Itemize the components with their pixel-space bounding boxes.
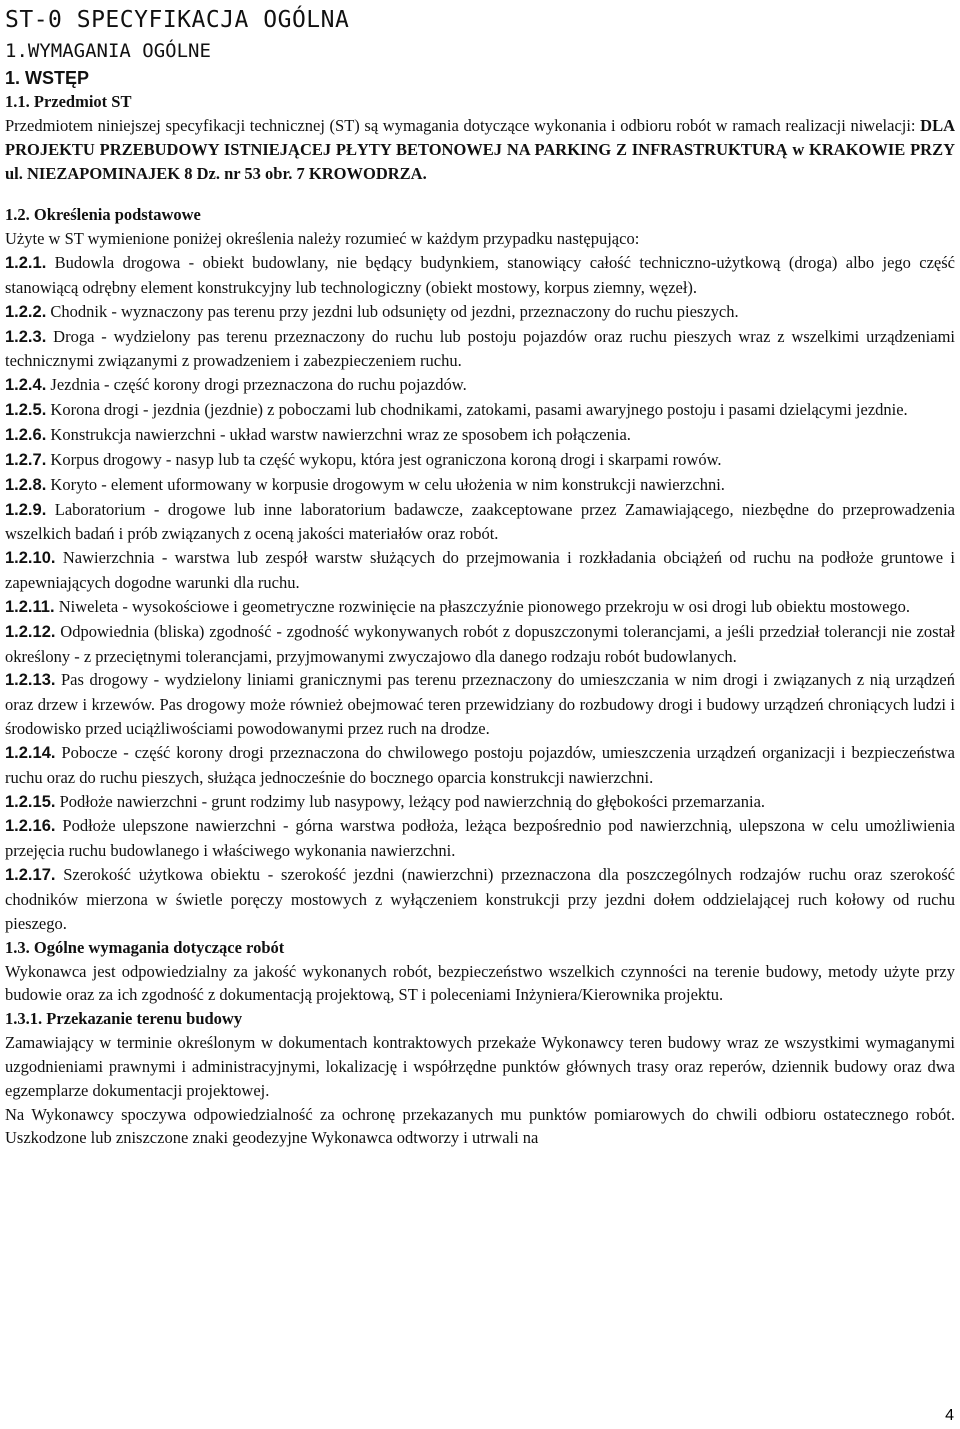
definition-number: 1.2.15.: [5, 792, 56, 811]
definition-number: 1.2.3.: [5, 327, 47, 346]
definition-number: 1.2.7.: [5, 450, 47, 469]
definition-text: Niweleta - wysokościowe i geometryczne rozwinięcie na płaszczyźnie pionowego przekroju w osi drogi lub obiektu mostowego.: [58, 596, 911, 616]
definition-text: Nawierzchnia - warstwa lub zespół warstw służących do przejmowania i rozkładania obciążeń od ruchu na podłoże gruntowe i zapewniających dogodne warunki dla ruchu.: [5, 548, 955, 593]
subsection-title: 1.3. Ogólne wymagania dotyczące robót: [5, 937, 285, 957]
definition-item: [5, 473, 955, 498]
definition-item: [5, 863, 955, 936]
definitions-list: [5, 251, 955, 936]
definition-item: [5, 398, 955, 423]
definition-number: 1.2.9.: [5, 500, 47, 519]
subject-paragraph: [5, 114, 955, 186]
definition-text: Laboratorium - drogowe lub inne laboratorium badawcze, zaakceptowane przez Zamawiającego, niezbędne do przeprowadzenia wszelkich badań i prób związanych z oceną jakości materiałów oraz robót.: [5, 499, 956, 544]
definition-text: Koryto - element uformowany w korpusie drogowym w celu ułożenia w nim konstrukcji nawierzchni.: [50, 474, 725, 494]
definition-number: 1.2.2.: [5, 302, 47, 321]
definition-text: Pas drogowy - wydzielony liniami granicznymi pas terenu przeznaczony do umieszczania w nim drogi i związanych z nią urządzeń oraz drzew i krzewów. Pas drogowy może również obejmować teren przewidziany do rozbudowy drogi i budowy urządzeń chroniących ludzi i środowisko przed uciążliwościami powodowanymi przez ruch na drodze.: [5, 670, 955, 739]
document-page: [5, 4, 955, 1150]
site-handover-paragraph-2: Na Wykonawcy spoczywa odpowiedzialność za ochronę przekazanych mu punktów pomiarowych do chwili odbioru ostatecznego robót. Uszkodzone lub zniszczone znaki geodezyjne Wykonawca odtworzy i utrwali na: [5, 1104, 955, 1148]
definition-text: Podłoże ulepszone nawierzchni - górna warstwa podłoża, leżąca bezpośrednio pod nawierzchnią, ulepszona w celu umożliwienia przejęcia ruchu budowlanego i właściwego wykonania nawierzchni.: [5, 816, 956, 861]
subsection-title: 1.3.1. Przekazanie terenu budowy: [5, 1009, 243, 1029]
definition-text: Pobocze - część korony drogi przeznaczona do chwilowego postoju pojazdów, umieszczenia urządzeń organizacji i bezpieczeństwa ruchu oraz do ruchu pieszych, służąca jednocześnie do bocznego oparcia konstrukcji nawierzchni.: [5, 742, 955, 787]
definition-item: [5, 448, 955, 473]
definitions-intro: Użyte w ST wymienione poniżej określenia należy rozumieć w każdym przypadku następująco:: [5, 229, 640, 249]
section-heading: 1.WYMAGANIA OGÓLNE: [5, 40, 211, 62]
document-title: ST-0 SPECYFIKACJA OGÓLNA: [5, 7, 350, 33]
section-heading-intro: 1. WSTĘP: [5, 68, 90, 88]
subject-text: Przedmiotem niniejszej specyfikacji technicznej (ST) są wymagania dotyczące wykonania i odbioru robót w ramach realizacji niwelacji:: [5, 115, 921, 135]
definition-item: [5, 814, 955, 863]
definition-item: [5, 300, 955, 325]
definition-number: 1.2.6.: [5, 425, 47, 444]
requirements-paragraph: Wykonawca jest odpowiedzialny za jakość wykonanych robót, bezpieczeństwo wszelkich czynności na terenie budowy, metody użyte przy budowie oraz za ich zgodność z dokumentacją projektową, ST i poleceniami Inżyniera/Kierownika projektu.: [5, 961, 955, 1005]
definition-item: [5, 251, 955, 300]
site-handover-paragraph: Zamawiający w terminie określonym w dokumentach kontraktowych przekaże Wykonawcy teren budowy wraz ze wszystkimi wymaganymi uzgodnieniami prawnymi i administracyjnymi, lokalizację i współrzędne punktów głównych trasy oraz reperów, dziennik budowy oraz dwa egzemplarze dokumentacji projektowej.: [5, 1033, 955, 1100]
subsection-title: 1.2. Określenia podstawowe: [5, 205, 201, 225]
definition-number: 1.2.16.: [5, 817, 56, 836]
definition-text: Korona drogi - jezdnia (jezdnie) z poboczami lub chodnikami, zatokami, pasami awaryjnego postoju i pasami dzielącymi jezdnie.: [50, 400, 908, 420]
definition-item: [5, 373, 955, 398]
definition-number: 1.2.8.: [5, 475, 47, 494]
definition-item: [5, 668, 955, 741]
definition-number: 1.2.12.: [5, 622, 56, 641]
definition-text: Podłoże nawierzchni - grunt rodzimy lub nasypowy, leżący pod nawierzchnią do głębokości przemarzania.: [59, 791, 766, 811]
definition-number: 1.2.14.: [5, 743, 56, 762]
definition-item: [5, 546, 955, 595]
definition-text: Korpus drogowy - nasyp lub ta część wykopu, która jest ograniczona koroną drogi i skarpami rowów.: [50, 449, 722, 469]
definition-text: Chodnik - wyznaczony pas terenu przy jezdni lub odsunięty od jezdni, przeznaczony do ruchu pieszych.: [50, 301, 739, 321]
definition-item: [5, 595, 955, 620]
definition-number: 1.2.4.: [5, 376, 47, 395]
definition-item: [5, 790, 955, 815]
definition-number: 1.2.5.: [5, 401, 47, 420]
definition-item: [5, 325, 955, 374]
definition-number: 1.2.10.: [5, 549, 56, 568]
definition-number: 1.2.17.: [5, 866, 56, 885]
definition-number: 1.2.11.: [5, 597, 55, 616]
page-number: 4: [945, 1407, 954, 1424]
definition-item: [5, 423, 955, 448]
definition-text: Jezdnia - część korony drogi przeznaczona do ruchu pojazdów.: [50, 375, 467, 395]
definition-text: Droga - wydzielony pas terenu przeznaczony do ruchu lub postoju pojazdów oraz ruchu pieszych wraz z wszelkimi urządzeniami technicznymi związanymi z prowadzeniem i zabezpieczeniem ruchu.: [5, 326, 955, 371]
definition-text: Szerokość użytkowa obiektu - szerokość jezdni (nawierzchni) przeznaczona dla poszczególnych rodzajów ruchu oraz szerokość chodników mierzona w świetle poręczy mostowych z wyłączeniem konstrukcji przy jezdni dołem oddzielającej ruch kołowy od ruchu pieszego.: [5, 865, 956, 933]
definition-text: Konstrukcja nawierzchni - układ warstw nawierzchni wraz ze sposobem ich połączenia.: [50, 424, 631, 444]
definition-item: [5, 620, 955, 669]
definition-text: Odpowiednia (bliska) zgodność - zgodność wykonywanych robót z dopuszczonymi tolerancjami, a jeśli przedział tolerancji nie został określony - z przeciętnymi tolerancjami, przyjmowanymi zwyczajowo dla danego rodzaju robót budowlanych.: [5, 621, 956, 666]
definition-number: 1.2.1.: [5, 254, 47, 273]
subsection-title: 1.1. Przedmiot ST: [5, 92, 132, 111]
definition-item: [5, 741, 955, 790]
definition-number: 1.2.13.: [5, 671, 56, 690]
definition-text: Budowla drogowa - obiekt budowlany, nie będący budynkiem, stanowiący całość techniczno-użytkową (droga) albo jego część stanowiącą odrębny element konstrukcyjny lub technologiczny (obiekt mostowy, korpus ziemny, węzeł).: [5, 253, 955, 297]
definition-item: [5, 498, 955, 547]
project-name: DLA PROJEKTU PRZEBUDOWY ISTNIEJĄCEJ PŁYTY BETONOWEJ NA PARKING Z INFRASTRUKTURĄ w KRAKOWIE PRZY ul. NIEZAPOMINAJEK 8 Dz. nr 53 obr. 7 KROWODRZA.: [5, 115, 955, 183]
